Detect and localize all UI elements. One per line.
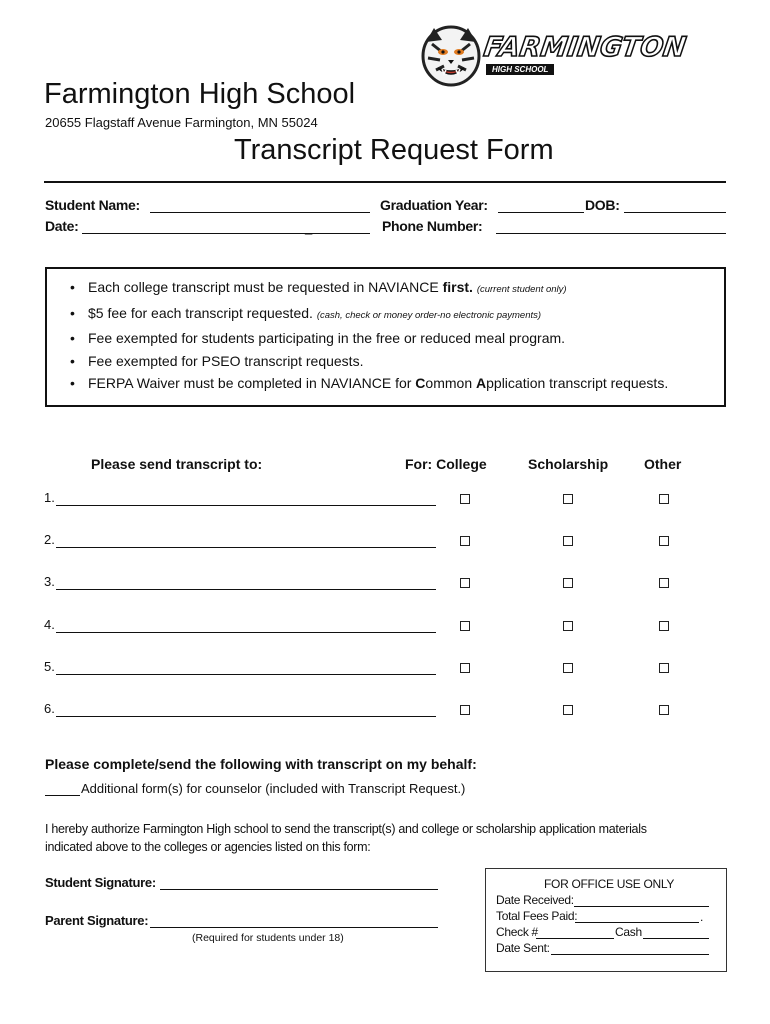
cash-field[interactable] [643, 938, 709, 939]
date-field[interactable] [82, 233, 370, 234]
scholarship-checkbox[interactable] [563, 494, 573, 504]
student-signature-label: Student Signature: [45, 875, 156, 890]
table-row [0, 490, 770, 514]
authorize-line-1: I hereby authorize Farmington High school to send the transcript(s) and college or scholarship application materials [45, 822, 647, 836]
behalf-heading: Please complete/send the following with transcript on my behalf: [45, 756, 477, 772]
date-sent-label: Date Sent: [496, 941, 550, 955]
col-other: Other [644, 456, 682, 472]
header-rule [44, 181, 726, 183]
bullet-dot-icon: • [70, 279, 75, 295]
graduation-year-label: Graduation Year: [380, 197, 488, 213]
table-row [0, 617, 770, 641]
college-checkbox[interactable] [460, 663, 470, 673]
scholarship-checkbox[interactable] [563, 578, 573, 588]
bullet-dot-icon: • [70, 330, 75, 346]
dob-label: DOB: [585, 197, 620, 213]
total-fees-field[interactable] [575, 922, 699, 923]
destination-field[interactable] [56, 589, 436, 590]
check-number-label: Check # [496, 925, 538, 939]
bullet-dot-icon: • [70, 304, 75, 321]
graduation-year-field[interactable] [498, 212, 584, 213]
total-fees-mark: . [700, 910, 704, 924]
bullet-ferpa: • FERPA Waiver must be completed in NAVIANCE for Common Application transcript requests. [70, 372, 720, 395]
table-row [0, 701, 770, 725]
student-name-field[interactable] [150, 212, 370, 213]
destination-field[interactable] [56, 505, 436, 506]
destination-field[interactable] [56, 547, 436, 548]
parent-signature-note: (Required for students under 18) [192, 932, 344, 944]
cash-label: Cash [615, 925, 642, 939]
logo-subtitle: HIGH SCHOOL [486, 64, 554, 75]
other-checkbox[interactable] [659, 494, 669, 504]
student-name-label: Student Name: [45, 197, 140, 213]
college-checkbox[interactable] [460, 494, 470, 504]
student-signature-field[interactable] [160, 889, 438, 890]
bullet-naviance-first: • Each college transcript must be requested in NAVIANCE first. (current student only) [70, 276, 720, 302]
row-number: 5. [44, 659, 55, 674]
table-row [0, 574, 770, 598]
parent-signature-label: Parent Signature: [45, 913, 149, 928]
phone-field[interactable] [496, 233, 726, 234]
form-title: Transcript Request Form [234, 134, 554, 166]
bullet-dot-icon: • [70, 352, 75, 369]
date-received-field[interactable] [574, 906, 709, 907]
send-to-heading: Please send transcript to: [91, 456, 263, 472]
office-use-title: FOR OFFICE USE ONLY [544, 877, 675, 891]
college-checkbox[interactable] [460, 621, 470, 631]
other-checkbox[interactable] [659, 663, 669, 673]
scholarship-checkbox[interactable] [563, 536, 573, 546]
college-checkbox[interactable] [460, 578, 470, 588]
other-checkbox[interactable] [659, 578, 669, 588]
college-checkbox[interactable] [460, 705, 470, 715]
total-fees-label: Total Fees Paid: [496, 909, 578, 923]
additional-forms-label: Additional form(s) for counselor (included with Transcript Request.) [81, 781, 466, 796]
destination-field[interactable] [56, 632, 436, 633]
bullet-dot-icon: • [70, 375, 75, 391]
authorize-line-2: indicated above to the colleges or agencies listed on this form: [45, 840, 371, 854]
col-college: For: College [405, 456, 487, 472]
check-number-field[interactable] [536, 938, 614, 939]
date-sent-field[interactable] [551, 954, 709, 955]
logo-wordmark: FARMINGTON [481, 32, 689, 63]
row-number: 1. [44, 490, 55, 505]
school-address: 20655 Flagstaff Avenue Farmington, MN 55024 [45, 115, 318, 130]
other-checkbox[interactable] [659, 536, 669, 546]
parent-signature-field[interactable] [150, 927, 438, 928]
other-checkbox[interactable] [659, 621, 669, 631]
tiger-mascot-icon [418, 22, 484, 88]
bullet-meal-program: • Fee exempted for students participating in the free or reduced meal program. [70, 327, 720, 350]
col-scholarship: Scholarship [528, 456, 609, 472]
school-name: Farmington High School [44, 78, 356, 110]
row-number: 3. [44, 574, 55, 589]
date-label: Date: [45, 218, 79, 234]
additional-forms-blank[interactable] [45, 795, 80, 796]
bullet-fee: • $5 fee for each transcript requested. (cash, check or money order-no electronic payments) [70, 302, 720, 328]
destination-field[interactable] [56, 674, 436, 675]
school-logo [418, 20, 714, 90]
college-checkbox[interactable] [460, 536, 470, 546]
table-row [0, 532, 770, 556]
destination-field[interactable] [56, 716, 436, 717]
row-number: 4. [44, 617, 55, 632]
other-checkbox[interactable] [659, 705, 669, 715]
bullet-pseo: • Fee exempted for PSEO transcript requests. [70, 350, 720, 373]
row-number: 6. [44, 701, 55, 716]
info-bullets [70, 276, 720, 395]
date-field-mark: _ [305, 220, 313, 235]
scholarship-checkbox[interactable] [563, 705, 573, 715]
table-row [0, 659, 770, 683]
row-number: 2. [44, 532, 55, 547]
scholarship-checkbox[interactable] [563, 663, 573, 673]
date-received-label: Date Received: [496, 893, 574, 907]
phone-label: Phone Number: [382, 218, 483, 234]
dob-field[interactable] [624, 212, 726, 213]
scholarship-checkbox[interactable] [563, 621, 573, 631]
